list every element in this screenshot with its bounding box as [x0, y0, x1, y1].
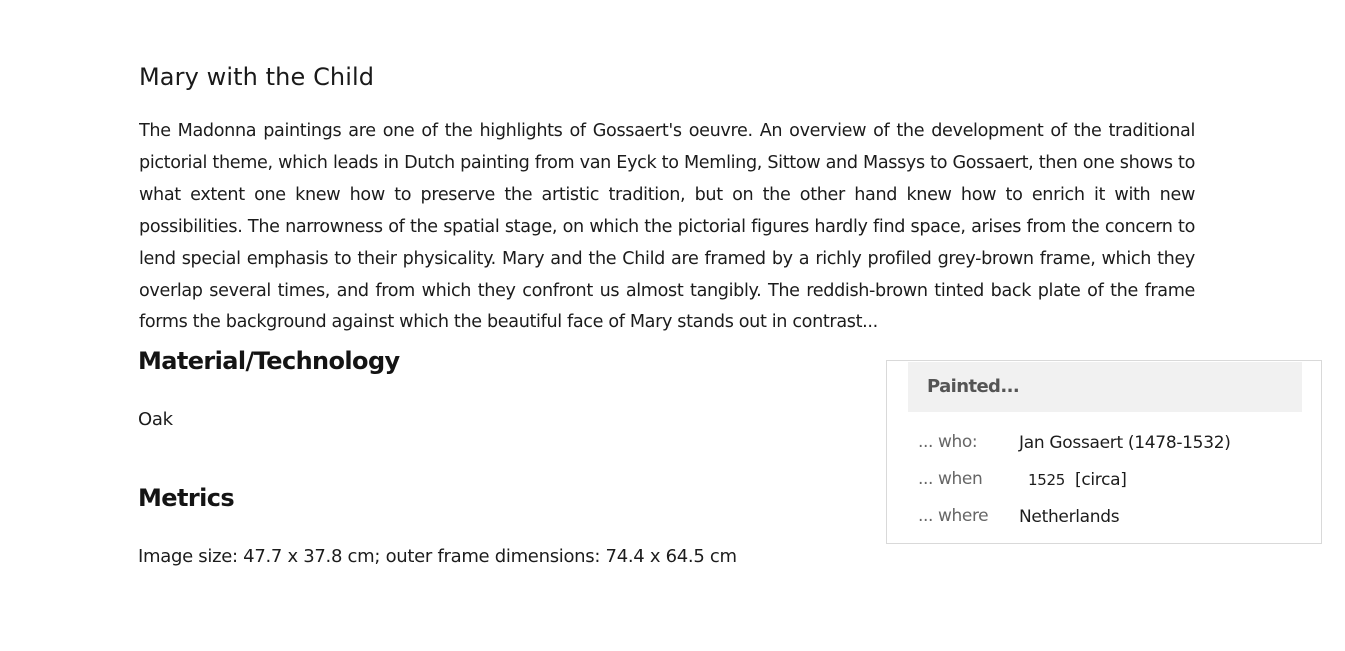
who-value[interactable]: Jan Gossaert (1478-1532): [1019, 433, 1231, 453]
object-detail-page: [138, 0, 1231, 651]
when-year: 1525: [1028, 471, 1065, 489]
event-row-where: [918, 503, 1308, 529]
object-title: Mary with the Child: [139, 63, 375, 91]
event-row-when: [918, 466, 1308, 492]
event-row-who: [918, 429, 1308, 455]
event-header: [908, 362, 1302, 412]
object-description: The Madonna paintings are one of the highlights of Gossaert's oeuvre. An overview of the development of the traditional pictorial theme, which leads in Dutch painting from van Eyck to Memling, Sittow and Massys to Gossaert, then one shows to what extent one knew how to preserve the artistic tradition, but on the other hand knew how to enrich it with new possibilities. The narrowness of the spatial stage, on which the pictorial figures hardly find space, arises from the concern to lend special emphasis to their physicality. Mary and the Child are framed by a richly profiled grey-brown frame, which they overlap several times, and from which they confront us almost tangibly. The reddish-brown tinted back plate of the frame forms the background against which the beautiful face of Mary stands out in contrast...: [139, 121, 1195, 332]
who-label: ... who:: [918, 432, 978, 452]
event-header-label: Painted...: [927, 376, 1020, 397]
where-value[interactable]: Netherlands: [1019, 507, 1120, 527]
event-box: [886, 360, 1322, 544]
when-qualifier: [circa]: [1074, 470, 1127, 490]
when-label: ... when: [918, 469, 983, 489]
when-value: [1019, 467, 1127, 493]
metrics-heading: Metrics: [138, 484, 235, 512]
material-heading: Material/Technology: [138, 347, 400, 375]
material-value: Oak: [138, 409, 173, 430]
metrics-value: Image size: 47.7 x 37.8 cm; outer frame dimensions: 74.4 x 64.5 cm: [138, 546, 737, 567]
where-label: ... where: [918, 506, 989, 526]
